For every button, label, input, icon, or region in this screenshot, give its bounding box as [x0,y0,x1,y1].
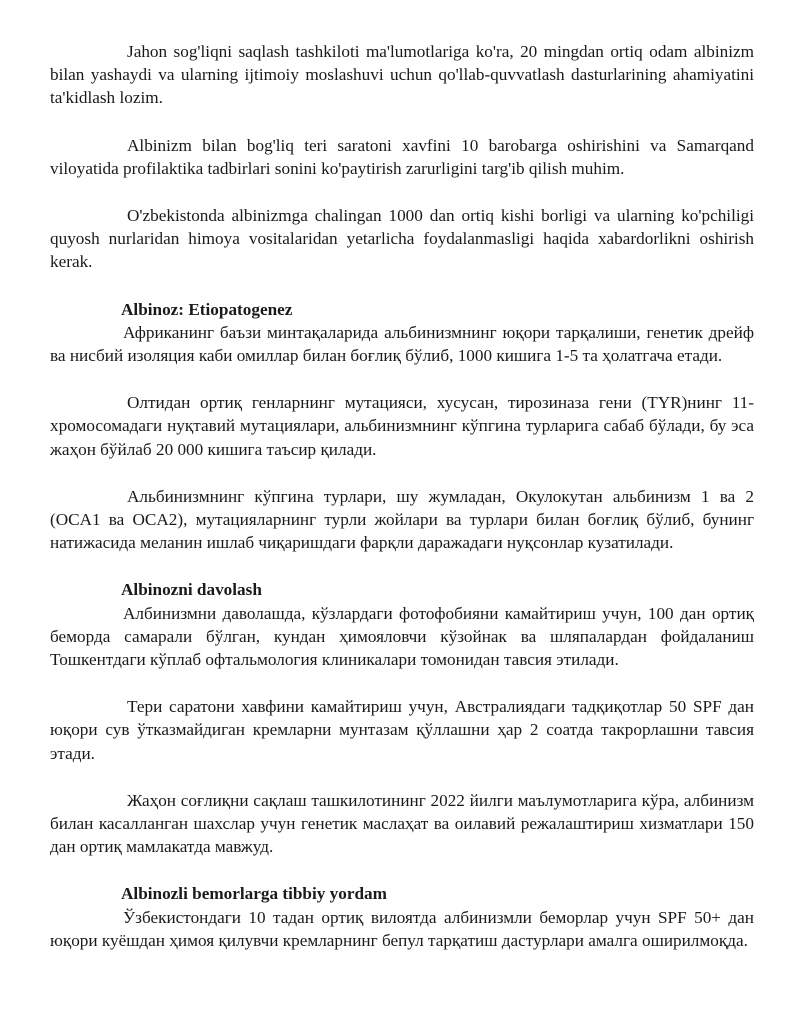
section-heading-etiopathogenesis: Albinoz: Etiopatogenez [121,299,293,319]
etiopathogenesis-paragraph-3: Альбинизмнинг кўпгина турлари, шу жумладан, Окулокутан альбинизм 1 ва 2 (OCA1 ва OCA2), мутацияларнинг турли жойлари ва турлари билан боғлиқ бўлиб, бунинг натижасида меланин ишлаб чиқаришдаги фарқли даражадаги нуқсонлар кузатилади. [50,486,754,553]
medical-care-paragraph-1: Ўзбекистондаги 10 тадан ортиқ вилоятда албинизмли беморлар учун SPF 50+ дан юқори куёшдан ҳимоя қилувчи кремларнинг бепул тарқатиш дастурлари амалга оширилмоқда. [50,907,754,950]
intro-paragraph-1: Jahon sog'liqni saqlash tashkiloti ma'lumotlariga ko'ra, 20 mingdan ortiq odam albinizm bilan yashaydi va ularning ijtimoiy moslashuvi uchun qo'llab-quvvatlash dasturlarining ahamiyatini ta'kidlash lozim. [50,42,754,108]
etiopathogenesis-paragraph-1: Африканинг баъзи минтақаларида альбинизмнинг юқори тарқалиши, генетик дрейф ва нисбий изоляция каби омиллар билан боғлиқ бўлиб, 1000 кишига 1-5 та ҳолатгача етади. [50,322,754,366]
etiopathogenesis-paragraph-2: Олтидан ортиқ генларнинг мутацияси, хусусан, тирозиназа гени (TYR)нинг 11-хромосомадаги нуқтавий мутациялари, альбинизмнинг кўпгина турларига сабаб бўлади, бу эса жаҳон бўйлаб 20 000 кишига таъсир қилади. [50,393,754,459]
document-page [50,40,754,952]
treatment-paragraph-2: Тери саратони хавфини камайтириш учун, Австралиядаги тадқиқотлар 50 SPF дан юқори сув ўтказмайдиган кремларни мунтазам қўллашни ҳар 2 соатда такрорлашни тавсия этади. [50,697,754,763]
section-heading-treatment: Albinozni davolash [121,580,262,600]
section-heading-medical-care: Albinozli bemorlarga tibbiy yordam [121,884,387,904]
intro-paragraph-3: O'zbekistonda albinizmga chalingan 1000 dan ortiq kishi borligi va ularning ko'pchiligi quyosh nurlaridan himoya vositalaridan yetarlicha foydalanmasligi haqida xabardorlikni oshirish kerak. [50,206,754,272]
treatment-paragraph-1: Албинизмни даволашда, кўзлардаги фотофобияни камайтириш учун, 100 дан ортиқ беморда самарали бўлган, кундан ҳимояловчи кўзойнак ва шляпалардан фойдаланиш Тошкентдаги кўплаб офтальмология клиникалари томонидан тавсия этилади. [50,603,754,670]
intro-paragraph-2: Albinizm bilan bog'liq teri saratoni xavfini 10 barobarga oshirishini va Samarqand viloyatida profilaktika tadbirlari sonini ko'paytirish zarurligini targ'ib qilish muhim. [50,135,754,178]
treatment-paragraph-3: Жаҳон соғлиқни сақлаш ташкилотининг 2022 йилги маълумотларига кўра, албинизм билан касалланган шахслар учун генетик маслаҳат ва оилавий режалаштириш хизматлари 150 дан ортиқ мамлакатда мавжуд. [50,790,754,857]
